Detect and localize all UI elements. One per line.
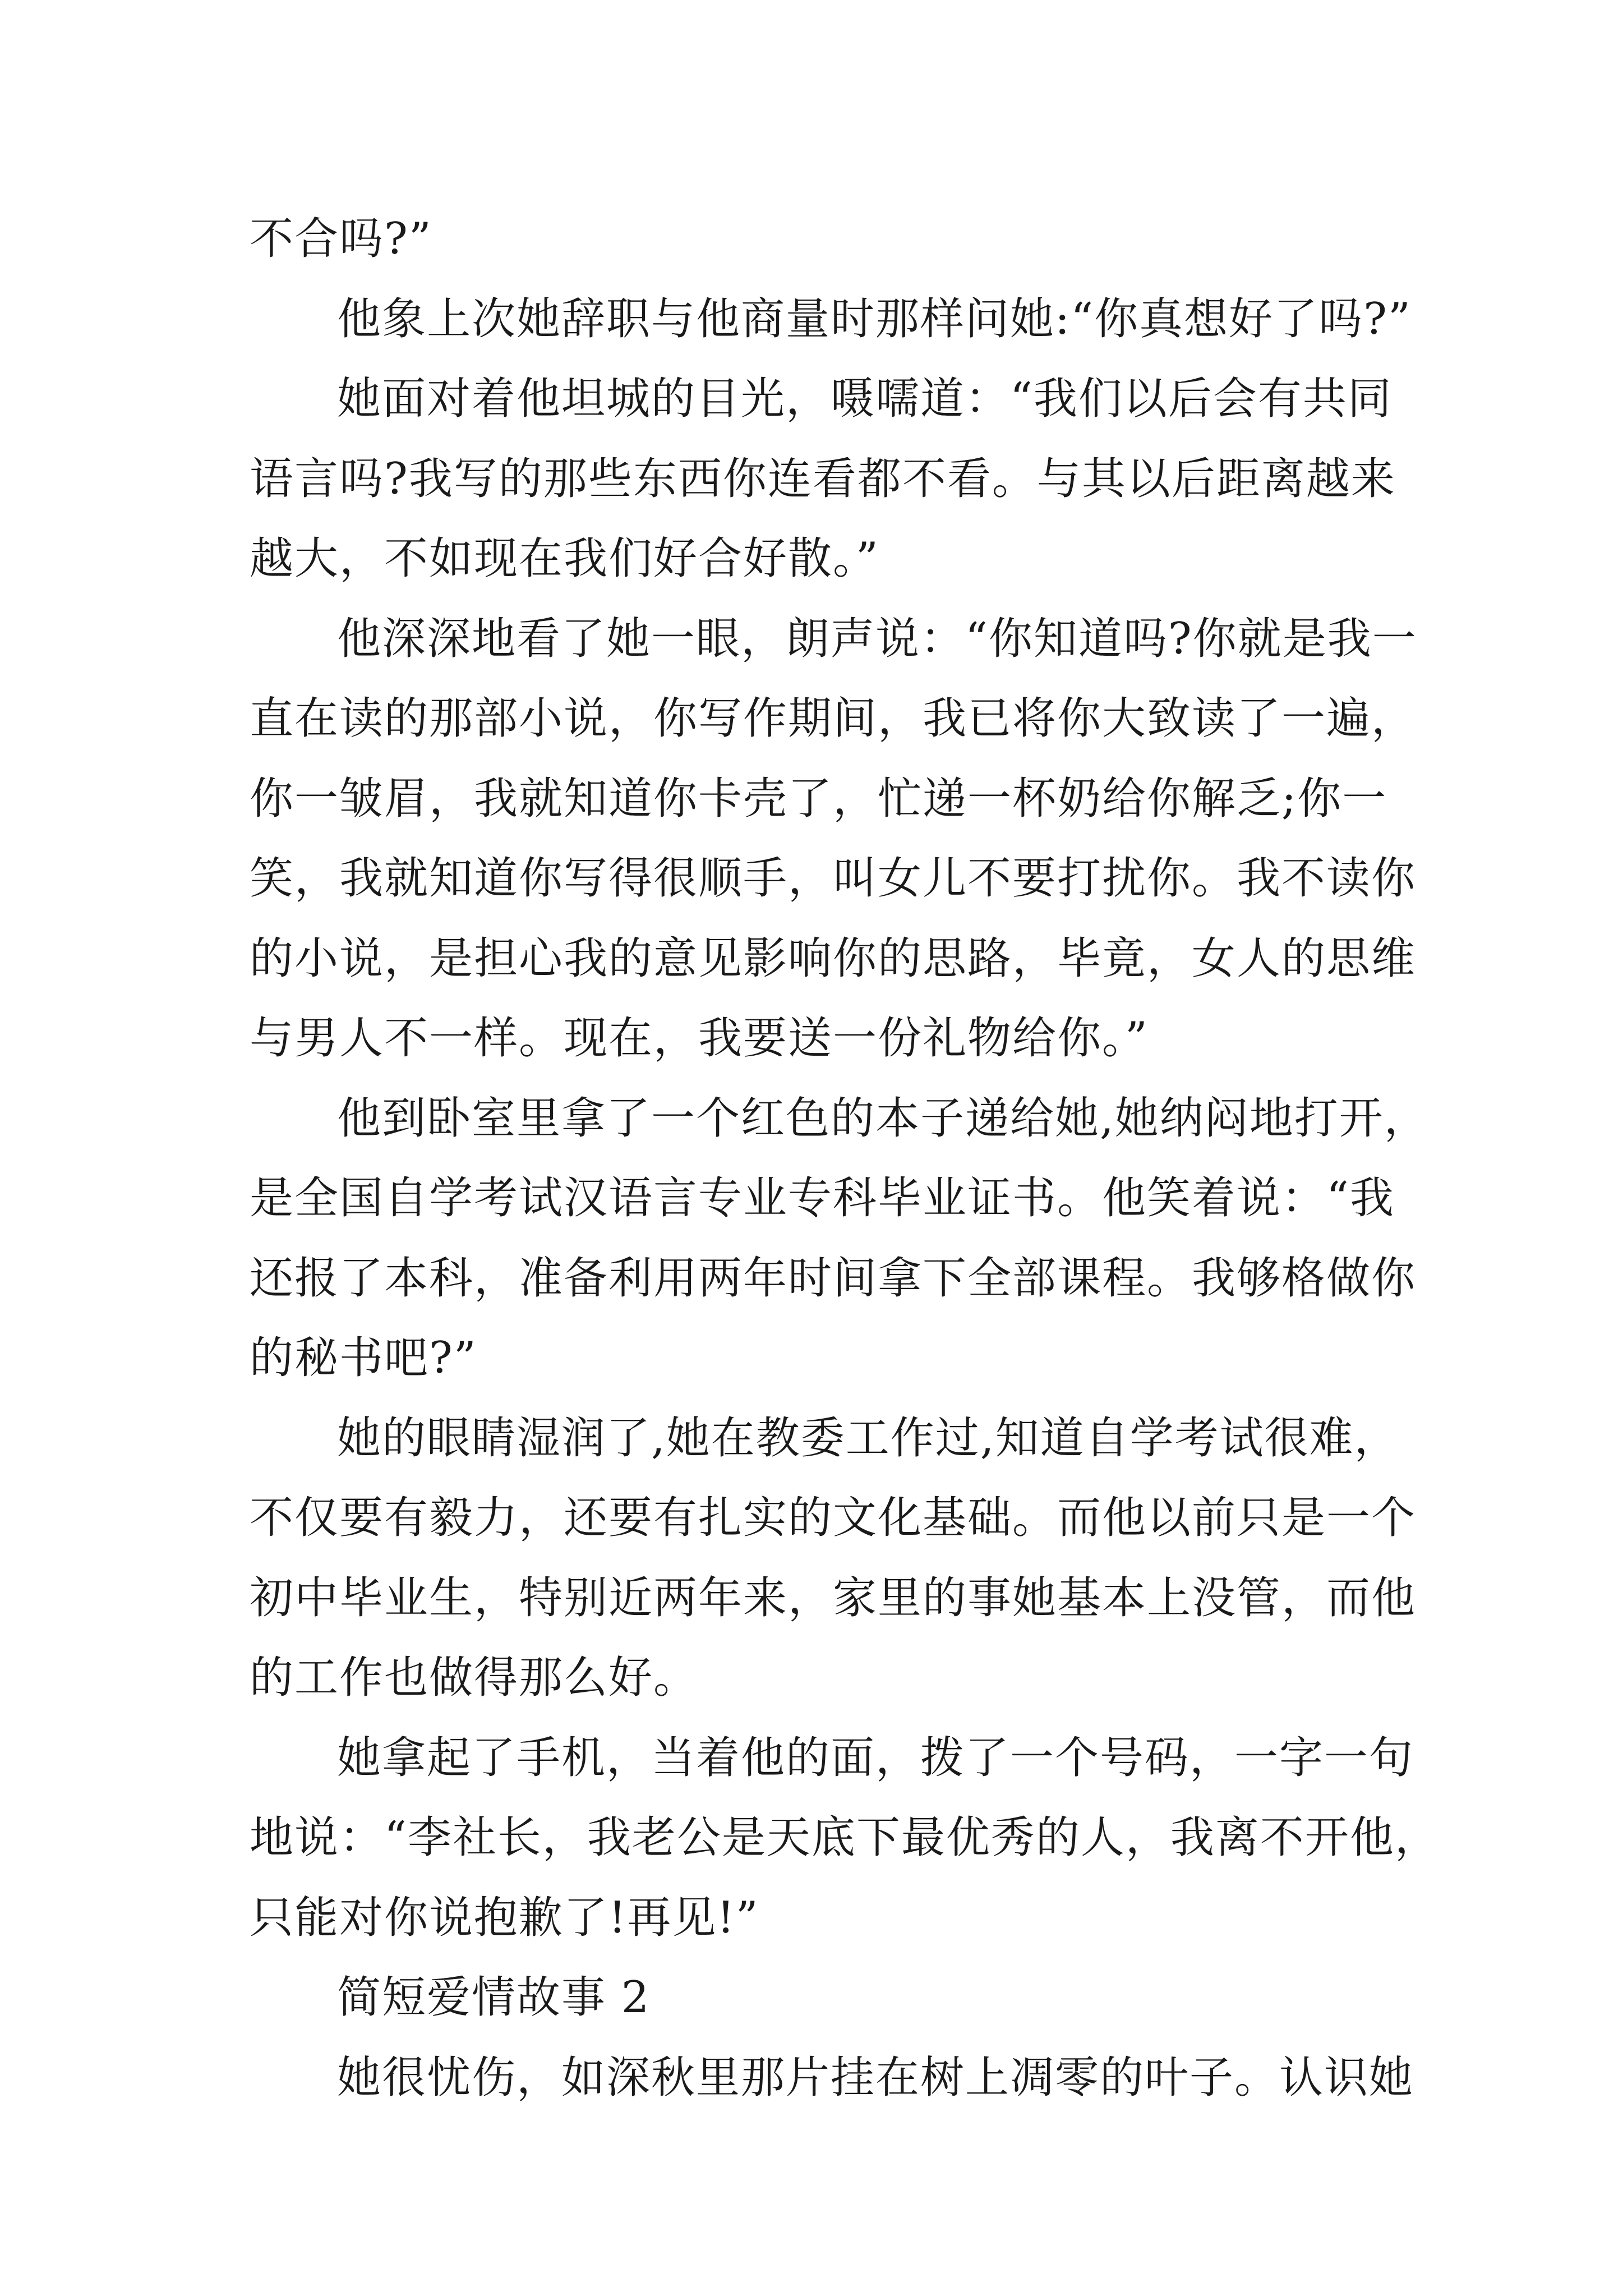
text-line: 是全国自学考试汉语言专业专科毕业证书。他笑着说：“我 [250, 1173, 1395, 1223]
text-line: 初中毕业生，特别近两年来，家里的事她基本上没管，而他 [250, 1572, 1417, 1623]
text-line: 的秘书吧?” [250, 1333, 477, 1383]
text-line: 只能对你说抱歉了!再见!” [250, 1892, 759, 1943]
text-line: 不合吗?” [250, 214, 432, 264]
section-heading: 简短爱情故事 2 [337, 1972, 651, 2023]
text-line: 她拿起了手机，当着他的面，拨了一个号码，一字一句 [337, 1732, 1414, 1783]
document-body [250, 199, 1440, 2118]
text-line: 地说：“李社长，我老公是天底下最优秀的人，我离不开他， [250, 1812, 1440, 1863]
text-line: 他深深地看了她一眼，朗声说：“你知道吗?你就是我一 [337, 613, 1417, 664]
text-line: 直在读的那部小说，你写作期间，我已将你大致读了一遍， [250, 693, 1417, 744]
text-line: 他到卧室里拿了一个红色的本子递给她,她纳闷地打开， [337, 1093, 1429, 1144]
text-line: 不仅要有毅力，还要有扎实的文化基础。而他以前只是一个 [250, 1493, 1417, 1543]
text-line: 的小说，是担心我的意见影响你的思路，毕竟，女人的思维 [250, 933, 1417, 984]
text-line: 语言吗?我写的那些东西你连看都不看。与其以后距离越来 [250, 453, 1396, 504]
text-line: 笑，我就知道你写得很顺手，叫女儿不要打扰你。我不读你 [250, 853, 1417, 904]
text-line: 的工作也做得那么好。 [250, 1653, 699, 1703]
text-line: 与男人不一样。现在，我要送一份礼物给你。” [250, 1013, 1149, 1064]
text-line: 他象上次她辞职与他商量时那样问她:“你真想好了吗?” [337, 293, 1412, 344]
text-line: 她很忧伤，如深秋里那片挂在树上凋零的叶子。认识她 [337, 2052, 1414, 2103]
text-line: 还报了本科，准备利用两年时间拿下全部课程。我够格做你 [250, 1253, 1417, 1304]
text-line: 她的眼睛湿润了,她在教委工作过,知道自学考试很难， [337, 1412, 1399, 1464]
text-line: 越大，不如现在我们好合好散。” [250, 533, 879, 584]
text-line: 你一皱眉，我就知道你卡壳了，忙递一杯奶给你解乏;你一 [250, 773, 1387, 824]
text-line: 她面对着他坦城的目光，嗫嚅道：“我们以后会有共同 [337, 374, 1393, 424]
